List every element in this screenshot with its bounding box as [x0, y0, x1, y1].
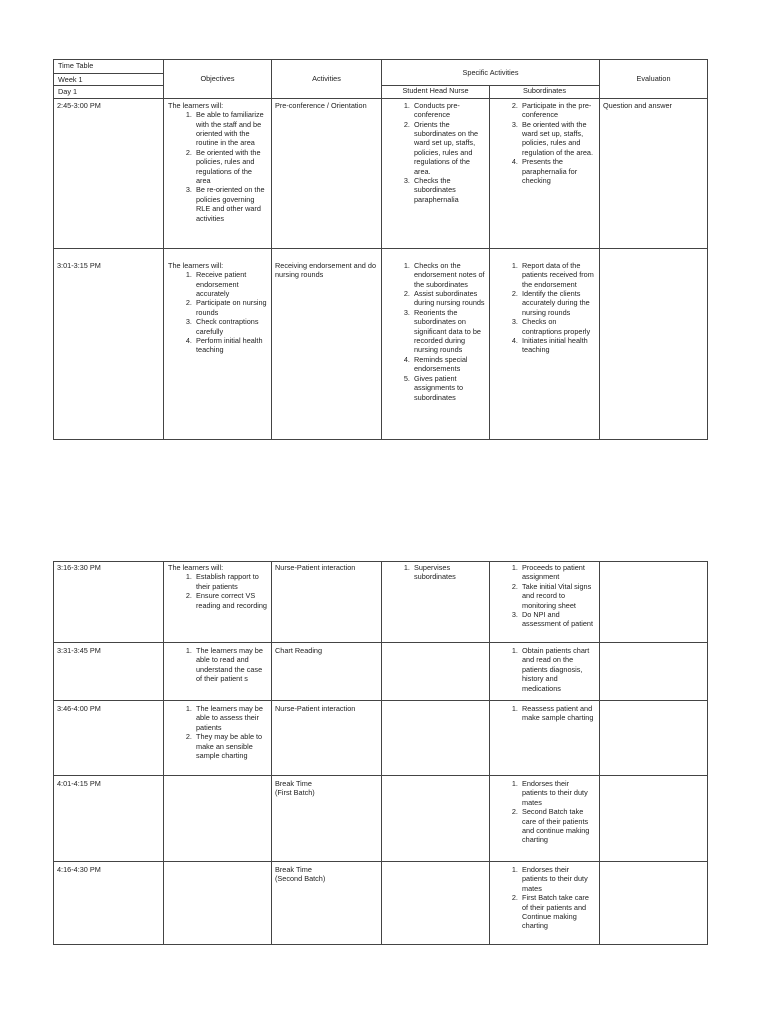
activity-cell [272, 862, 382, 945]
list-item: 1. Endorses their patients to their duty mates [520, 865, 596, 893]
objectives-cell [164, 562, 272, 643]
student-head-nurse-cell [382, 701, 490, 776]
evaluation-header: Evaluation [600, 60, 708, 99]
list-item: 4. Perform initial health teaching [194, 336, 268, 355]
list-item: 2. Orients the subordinates on the ward set up, staffs, policies, rules and regulations of the area. [412, 120, 486, 176]
list-item: 2. Second Batch take care of their patients and continue making charting [520, 807, 596, 845]
time-label: 3:16-3:30 PM [57, 563, 101, 572]
subordinates-cell [490, 776, 600, 862]
list-item: 3. Check contraptions carefully [194, 317, 268, 336]
objectives-list [167, 110, 268, 223]
list-item: 2. Participate on nursing rounds [194, 298, 268, 317]
list-item: 1. Conducts pre-conference [412, 101, 486, 120]
evaluation-cell [600, 862, 708, 945]
activity-cell [272, 776, 382, 862]
time-label: 4:16-4:30 PM [57, 865, 101, 874]
objectives-list [167, 572, 268, 610]
time-label: 2:45-3:00 PM [57, 100, 101, 110]
evaluation-cell [600, 562, 708, 643]
list-item: 1. Proceeds to patient assignment [520, 563, 596, 582]
list-item: 1. Report data of the patients received from the endorsement [520, 261, 596, 289]
objectives-header: Objectives [164, 60, 272, 99]
evaluation-cell [600, 248, 708, 439]
evaluation-cell [600, 776, 708, 862]
evaluation-cell [600, 701, 708, 776]
subordinates-list [493, 563, 596, 629]
head-nurse-list [385, 563, 486, 582]
list-item: 1. Receive patient endorsement accurately [194, 270, 268, 298]
list-item: 3. Checks on contraptions properly [520, 317, 596, 336]
activity-cell [272, 562, 382, 643]
timetable-page-2 [53, 561, 707, 945]
time-label: 4:01-4:15 PM [57, 779, 101, 788]
objectives-cell [164, 776, 272, 862]
list-item: 1. Checks on the endorsement notes of the subordinates [412, 261, 486, 289]
subordinates-cell [490, 98, 600, 248]
student-head-nurse-cell [382, 776, 490, 862]
list-item: 4. Reminds special endorsements [412, 355, 486, 374]
subordinates-list [493, 865, 596, 931]
week-label: Week 1 [54, 74, 164, 86]
list-item: 4. Initiates initial health teaching [520, 336, 596, 355]
time-cell [54, 862, 164, 945]
table-row [54, 562, 708, 643]
student-head-nurse-cell [382, 248, 490, 439]
subordinates-list [493, 704, 596, 723]
evaluation-cell [600, 98, 708, 248]
activities-header: Activities [272, 60, 382, 99]
time-label: 3:01-3:15 PM [57, 260, 101, 270]
evaluation-cell [600, 643, 708, 701]
time-cell [54, 562, 164, 643]
list-item: 2. Assist subordinates during nursing rounds [412, 289, 486, 308]
table-row [54, 98, 708, 248]
table-row [54, 248, 708, 439]
objectives-list [167, 646, 268, 684]
subordinates-cell [490, 562, 600, 643]
list-item: 1. Supervises subordinates [412, 563, 486, 582]
activity-sub-label: (First Batch) [275, 788, 315, 798]
activity-label: Break Time [275, 779, 312, 788]
table-row [54, 701, 708, 776]
list-item: 1. Establish rapport to their patients [194, 572, 268, 591]
time-cell [54, 776, 164, 862]
time-label: 3:46-4:00 PM [57, 704, 101, 713]
evaluation-label: Question and answer [603, 100, 672, 110]
list-item: 2. Ensure correct VS reading and recording [194, 591, 268, 610]
list-item: 5. Gives patient assignments to subordinates [412, 374, 486, 402]
list-item: 2. Be oriented with the policies, rules and regulations of the area [194, 148, 268, 186]
activity-cell [272, 248, 382, 439]
head-nurse-list [385, 261, 486, 402]
subordinates-cell [490, 701, 600, 776]
objectives-cell [164, 701, 272, 776]
objectives-intro: The learners will: [168, 260, 224, 270]
objectives-cell [164, 862, 272, 945]
list-item: 2. First Batch take care of their patients and Continue making charting [520, 893, 596, 931]
list-item: 1. The learners may be able to read and understand the case of their patient s [194, 646, 268, 684]
objectives-intro: The learners will: [168, 100, 224, 110]
subordinates-list [493, 101, 596, 186]
objectives-list [167, 270, 268, 355]
time-label: 3:31-3:45 PM [57, 646, 101, 655]
objectives-intro: The learners will: [168, 563, 224, 572]
time-cell [54, 248, 164, 439]
table-row [54, 643, 708, 701]
activity-cell [272, 98, 382, 248]
objectives-cell [164, 248, 272, 439]
list-item: 2. Participate in the pre-conference [520, 101, 596, 120]
list-item: 4. Presents the paraphernalia for checking [520, 157, 596, 185]
list-item: 2. Take initial Vital signs and record to monitoring sheet [520, 582, 596, 610]
subordinates-cell [490, 248, 600, 439]
head-nurse-list [385, 101, 486, 204]
list-item: 3. Do NPI and assessment of patient [520, 610, 596, 629]
activity-label: Break Time [275, 865, 312, 874]
student-head-nurse-cell [382, 862, 490, 945]
list-item: 1. Endorses their patients to their duty mates [520, 779, 596, 807]
activity-label: Nurse-Patient interaction [275, 563, 356, 572]
activity-label: Pre-conference / Orientation [275, 100, 367, 110]
student-head-nurse-cell [382, 98, 490, 248]
list-item: 1. Obtain patients chart and read on the patients diagnosis, history and medications [520, 646, 596, 693]
table-row [54, 776, 708, 862]
activity-label: Receiving endorsement and do nursing rounds [275, 260, 377, 280]
list-item: 3. Reorients the subordinates on significant data to be recorded during nursing rounds [412, 308, 486, 355]
list-item: 3. Be oriented with the ward set up, staffs, policies, rules and regulation of the area. [520, 120, 596, 158]
activity-label: Chart Reading [275, 646, 323, 655]
list-item: 3. Checks the subordinates paraphernalia [412, 176, 486, 204]
objectives-cell [164, 98, 272, 248]
subordinates-list [493, 646, 596, 693]
student-head-nurse-cell [382, 562, 490, 643]
activity-sub-label: (Second Batch) [275, 874, 326, 884]
list-item: 1. Be able to familiarize with the staff and be oriented with the routine in the area [194, 110, 268, 148]
list-item: 2. Identify the clients accurately during the nursing rounds [520, 289, 596, 317]
day-label: Day 1 [54, 86, 164, 98]
time-table-label: Time Table [54, 60, 164, 74]
subordinates-cell [490, 862, 600, 945]
time-cell [54, 643, 164, 701]
timetable-table-2 [53, 561, 708, 945]
specific-activities-header: Specific Activities [382, 60, 600, 86]
list-item: 3. Be re-oriented on the policies governing RLE and other ward activities [194, 185, 268, 223]
time-cell [54, 701, 164, 776]
subordinates-list [493, 779, 596, 845]
timetable-table-1 [53, 59, 708, 440]
objectives-cell [164, 643, 272, 701]
timetable-page-1 [53, 59, 707, 440]
list-item: 1. Reassess patient and make sample charting [520, 704, 596, 723]
subordinates-header: Subordinates [490, 86, 600, 98]
list-item: 2. They may be able to make an sensible sample charting [194, 732, 268, 760]
student-head-nurse-header: Student Head Nurse [382, 86, 490, 98]
subordinates-list [493, 261, 596, 355]
time-cell [54, 98, 164, 248]
activity-label: Nurse-Patient interaction [275, 704, 356, 713]
objectives-list [167, 704, 268, 760]
list-item: 1. The learners may be able to assess their patients [194, 704, 268, 732]
subordinates-cell [490, 643, 600, 701]
activity-cell [272, 643, 382, 701]
activity-cell [272, 701, 382, 776]
table-row [54, 862, 708, 945]
student-head-nurse-cell [382, 643, 490, 701]
